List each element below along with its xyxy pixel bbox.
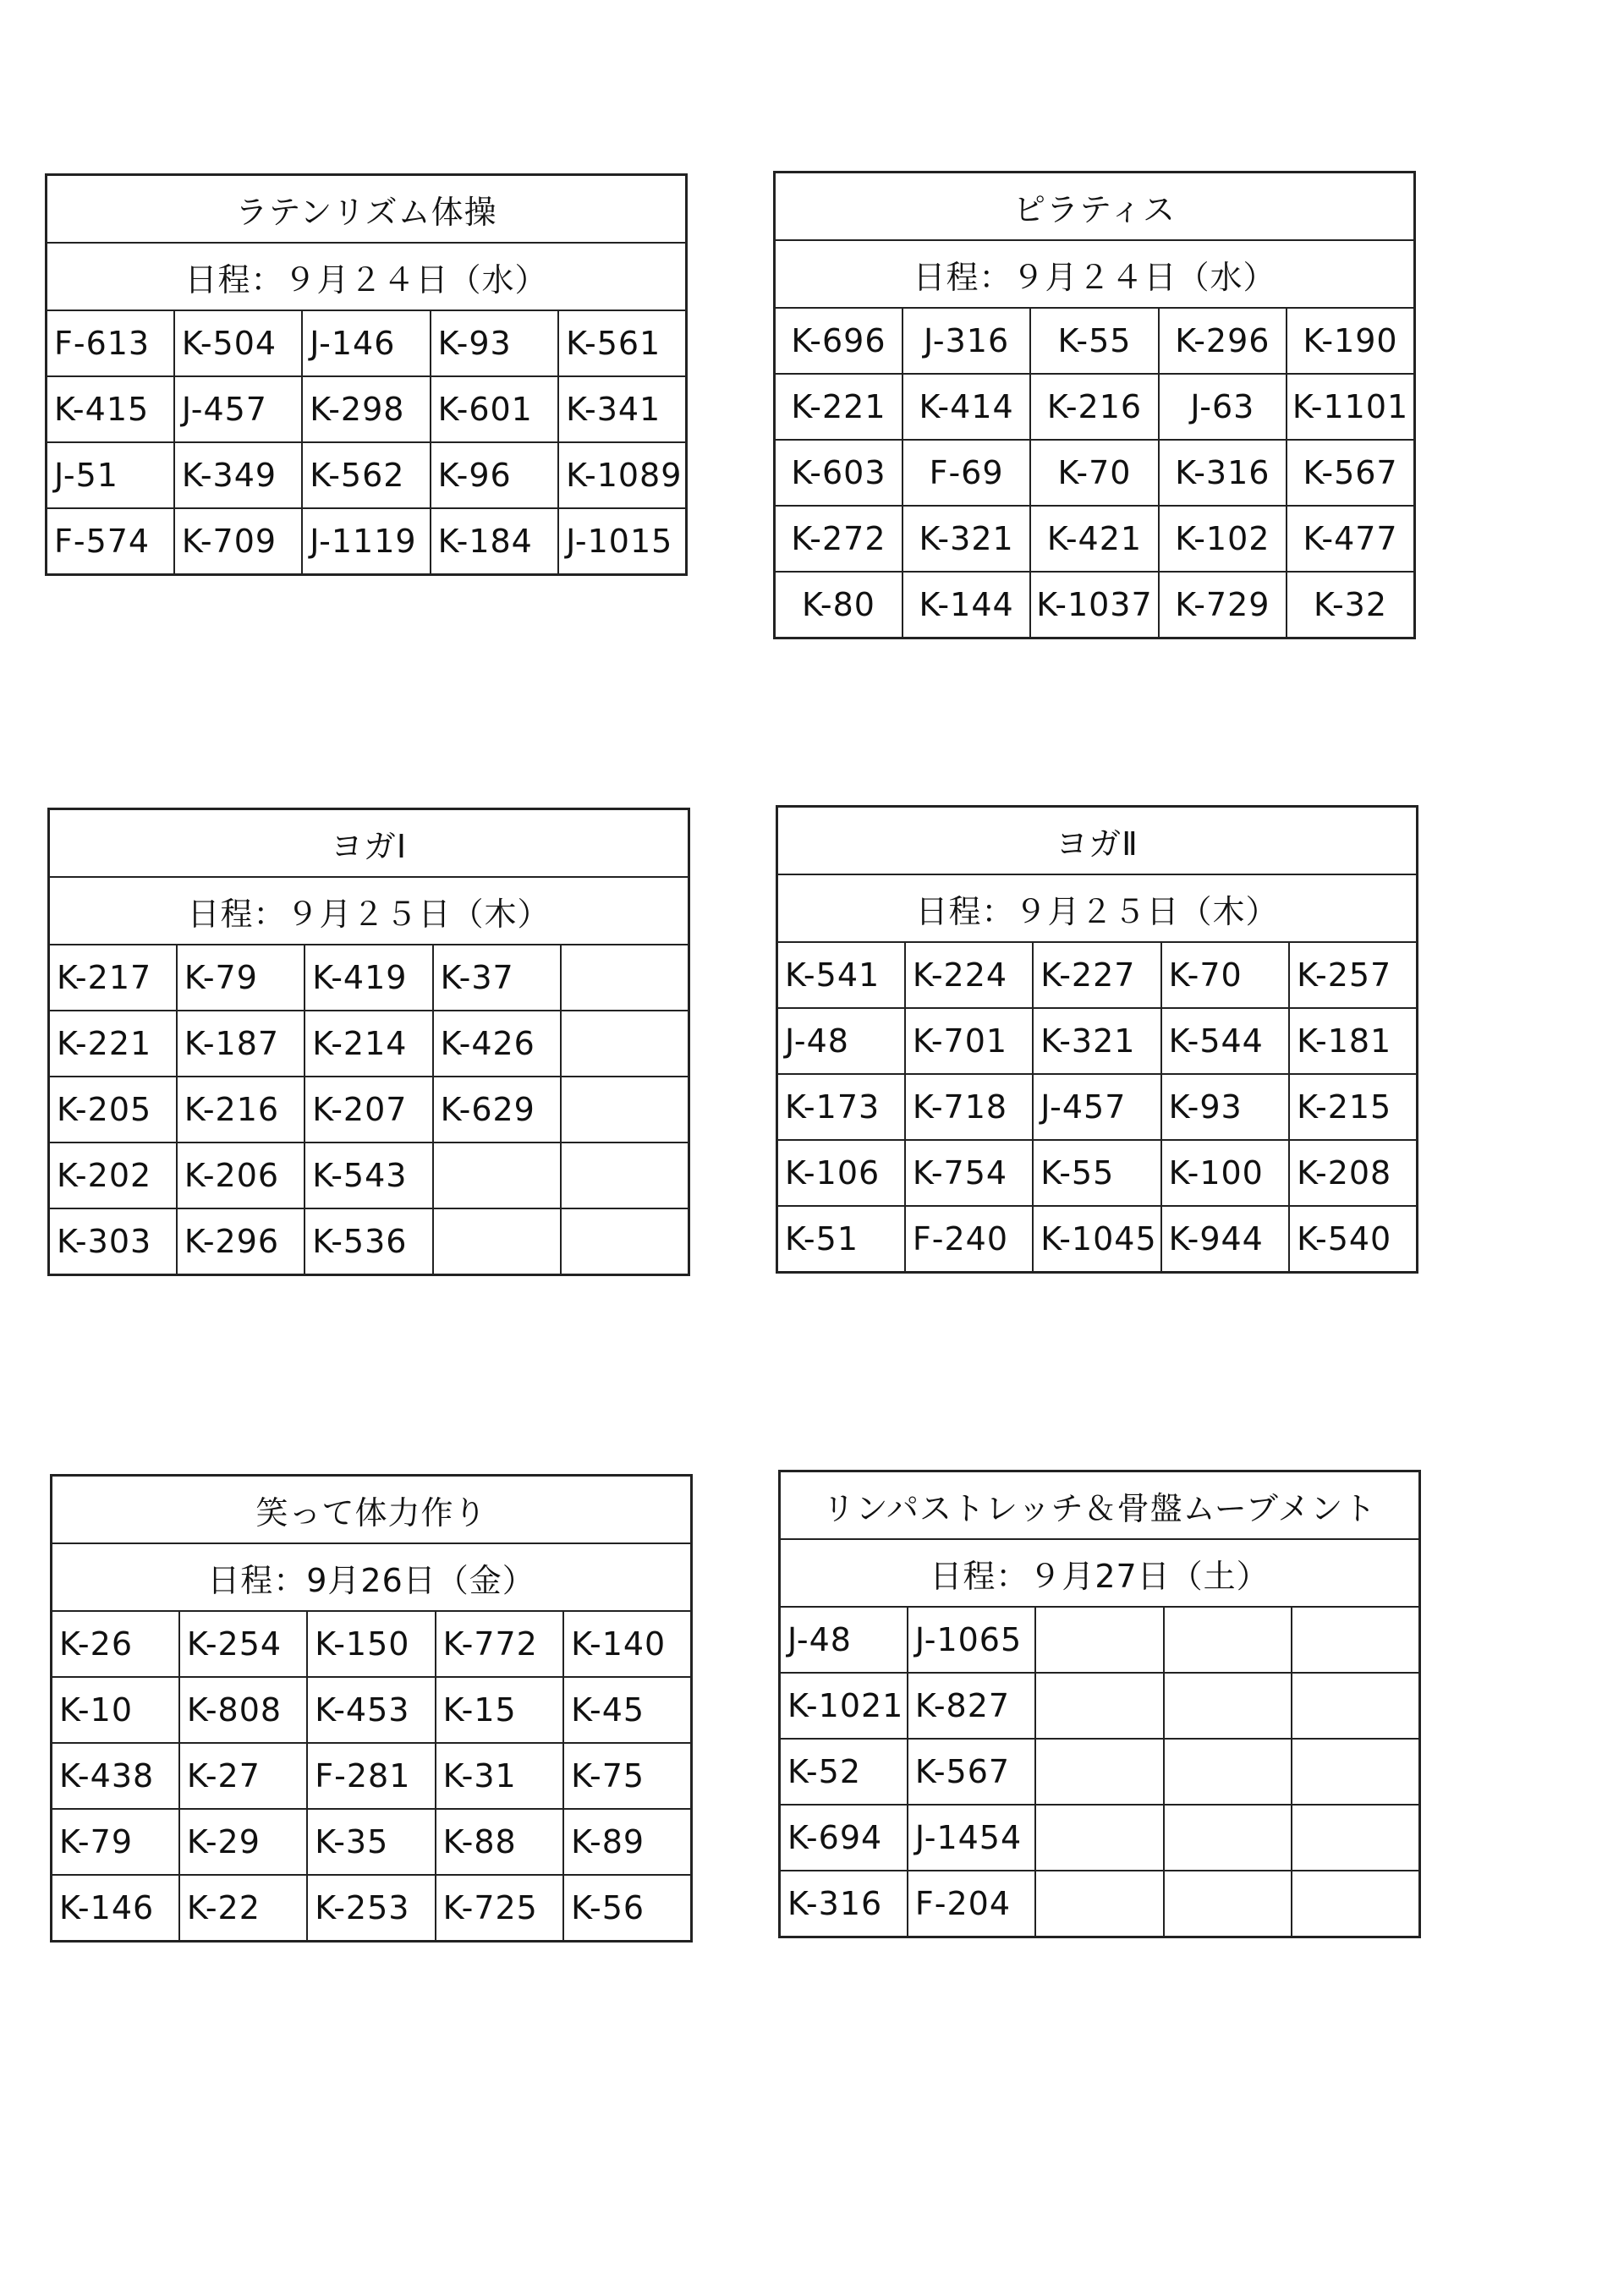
table-row <box>49 1011 689 1077</box>
participant-id-cell: K-696 <box>775 308 903 374</box>
participant-id-cell: K-80 <box>775 572 903 638</box>
participant-id-cell: K-31 <box>436 1743 563 1809</box>
participant-id-cell: K-321 <box>1033 1008 1160 1074</box>
participant-id-cell: K-709 <box>174 508 302 575</box>
participant-id-cell <box>561 1077 689 1143</box>
participant-id-cell: K-27 <box>179 1743 307 1809</box>
table-body <box>775 173 1415 638</box>
participant-id-cell <box>1035 1607 1163 1673</box>
participant-id-cell: F-613 <box>47 310 174 376</box>
table-body <box>47 175 687 575</box>
table-row <box>47 376 687 442</box>
table-date: 日程：９月２５日（木） <box>777 874 1418 942</box>
participant-id-cell: K-26 <box>52 1611 179 1677</box>
participant-id-cell: K-827 <box>908 1673 1035 1739</box>
participant-id-cell: K-79 <box>177 945 304 1011</box>
participant-id-cell: K-541 <box>777 942 905 1008</box>
participant-id-cell: K-544 <box>1161 1008 1289 1074</box>
participant-id-cell: K-214 <box>304 1011 432 1077</box>
participant-id-cell: J-48 <box>777 1008 905 1074</box>
table-row <box>52 1743 692 1809</box>
participant-id-cell: K-254 <box>179 1611 307 1677</box>
participant-id-cell: K-221 <box>49 1011 177 1077</box>
participant-id-cell <box>1292 1871 1419 1937</box>
participant-id-cell: K-303 <box>49 1208 177 1275</box>
participant-id-cell: K-173 <box>777 1074 905 1140</box>
table-row <box>52 1677 692 1743</box>
participant-id-cell: K-426 <box>433 1011 561 1077</box>
participant-id-cell <box>561 1143 689 1208</box>
participant-id-cell <box>1035 1739 1163 1805</box>
participant-id-cell: K-772 <box>436 1611 563 1677</box>
participant-id-cell <box>1292 1607 1419 1673</box>
participant-id-cell: K-316 <box>1159 440 1287 506</box>
participant-id-cell: K-140 <box>563 1611 691 1677</box>
participant-id-cell: K-221 <box>775 374 903 440</box>
participant-id-cell: K-217 <box>49 945 177 1011</box>
table-title: ラテンリズム体操 <box>47 175 687 244</box>
participant-id-cell: K-32 <box>1287 572 1414 638</box>
participant-id-cell: K-601 <box>431 376 558 442</box>
participant-id-cell <box>1292 1805 1419 1871</box>
table-row <box>780 1673 1420 1739</box>
participant-id-cell: K-341 <box>558 376 686 442</box>
participant-id-cell: J-1454 <box>908 1805 1035 1871</box>
participant-id-cell: K-1045 <box>1033 1206 1160 1273</box>
participant-id-cell: K-603 <box>775 440 903 506</box>
participant-id-cell <box>433 1143 561 1208</box>
participant-id-cell: K-146 <box>52 1875 179 1942</box>
participant-id-cell: K-701 <box>905 1008 1033 1074</box>
participant-id-cell: K-227 <box>1033 942 1160 1008</box>
participant-id-cell: K-562 <box>302 442 430 508</box>
table-row <box>780 1607 1420 1673</box>
participant-id-cell: K-184 <box>431 508 558 575</box>
participant-id-cell: K-540 <box>1289 1206 1417 1273</box>
schedule-table-pilates <box>773 171 1416 639</box>
participant-id-cell: K-144 <box>903 572 1030 638</box>
participant-id-cell: J-1119 <box>302 508 430 575</box>
participant-id-cell: K-504 <box>174 310 302 376</box>
participant-id-cell: K-944 <box>1161 1206 1289 1273</box>
participant-id-cell: K-70 <box>1161 942 1289 1008</box>
participant-id-cell: J-457 <box>174 376 302 442</box>
table-row <box>775 308 1415 374</box>
participant-id-cell: K-206 <box>177 1143 304 1208</box>
participant-id-cell: K-190 <box>1287 308 1414 374</box>
participant-id-cell: K-316 <box>780 1871 908 1937</box>
participant-id-cell: K-208 <box>1289 1140 1417 1206</box>
participant-id-cell: K-298 <box>302 376 430 442</box>
participant-id-cell: K-15 <box>436 1677 563 1743</box>
participant-id-cell <box>1164 1673 1292 1739</box>
table-row <box>777 1206 1418 1273</box>
participant-id-cell: K-89 <box>563 1809 691 1875</box>
participant-id-cell <box>1292 1673 1419 1739</box>
participant-id-cell: K-725 <box>436 1875 563 1942</box>
table-row <box>780 1805 1420 1871</box>
participant-id-cell: F-204 <box>908 1871 1035 1937</box>
table-title: リンパストレッチ＆骨盤ムーブメント <box>780 1471 1420 1540</box>
schedule-table-lymph-stretch <box>778 1470 1421 1938</box>
participant-id-cell: J-316 <box>903 308 1030 374</box>
participant-id-cell <box>1164 1739 1292 1805</box>
participant-id-cell: K-561 <box>558 310 686 376</box>
table-row <box>775 374 1415 440</box>
participant-id-cell <box>561 1208 689 1275</box>
table-date: 日程：９月２４日（水） <box>775 240 1415 308</box>
table-row <box>775 440 1415 506</box>
participant-id-cell: K-216 <box>177 1077 304 1143</box>
table-row <box>49 1077 689 1143</box>
table-row <box>777 1008 1418 1074</box>
participant-id-cell: K-694 <box>780 1805 908 1871</box>
table-row <box>777 1074 1418 1140</box>
table-row <box>49 1208 689 1275</box>
participant-id-cell: K-543 <box>304 1143 432 1208</box>
participant-id-cell: K-150 <box>307 1611 435 1677</box>
participant-id-cell: K-253 <box>307 1875 435 1942</box>
table-row <box>52 1809 692 1875</box>
participant-id-cell: K-52 <box>780 1739 908 1805</box>
table-body <box>52 1476 692 1942</box>
participant-id-cell: K-202 <box>49 1143 177 1208</box>
table-row <box>775 506 1415 572</box>
table-row <box>775 572 1415 638</box>
participant-id-cell: J-51 <box>47 442 174 508</box>
participant-id-cell: K-93 <box>1161 1074 1289 1140</box>
table-row <box>49 1143 689 1208</box>
participant-id-cell: K-1037 <box>1030 572 1158 638</box>
participant-id-cell: K-321 <box>903 506 1030 572</box>
participant-id-cell: J-48 <box>780 1607 908 1673</box>
participant-id-cell: J-1015 <box>558 508 686 575</box>
participant-id-cell <box>433 1208 561 1275</box>
table-row <box>47 310 687 376</box>
participant-id-cell: K-56 <box>563 1875 691 1942</box>
participant-id-cell: K-10 <box>52 1677 179 1743</box>
participant-id-cell: K-349 <box>174 442 302 508</box>
participant-id-cell: K-55 <box>1033 1140 1160 1206</box>
participant-id-cell: K-96 <box>431 442 558 508</box>
participant-id-cell <box>1035 1805 1163 1871</box>
participant-id-cell: K-207 <box>304 1077 432 1143</box>
table-row <box>52 1611 692 1677</box>
participant-id-cell: K-419 <box>304 945 432 1011</box>
participant-id-cell <box>1035 1871 1163 1937</box>
participant-id-cell: K-257 <box>1289 942 1417 1008</box>
participant-id-cell: K-187 <box>177 1011 304 1077</box>
participant-id-cell: K-729 <box>1159 572 1287 638</box>
participant-id-cell: F-240 <box>905 1206 1033 1273</box>
participant-id-cell: K-296 <box>1159 308 1287 374</box>
schedule-table-yoga-1 <box>47 808 690 1276</box>
participant-id-cell: K-567 <box>1287 440 1414 506</box>
table-row <box>47 508 687 575</box>
table-body <box>777 807 1418 1273</box>
participant-id-cell: K-296 <box>177 1208 304 1275</box>
participant-id-cell: K-37 <box>433 945 561 1011</box>
participant-id-cell <box>561 1011 689 1077</box>
participant-id-cell: J-457 <box>1033 1074 1160 1140</box>
participant-id-cell: K-567 <box>908 1739 1035 1805</box>
participant-id-cell: K-477 <box>1287 506 1414 572</box>
participant-id-cell: F-281 <box>307 1743 435 1809</box>
participant-id-cell: K-718 <box>905 1074 1033 1140</box>
participant-id-cell: K-51 <box>777 1206 905 1273</box>
table-title: ヨガⅡ <box>777 807 1418 875</box>
participant-id-cell: F-574 <box>47 508 174 575</box>
participant-id-cell: K-216 <box>1030 374 1158 440</box>
participant-id-cell <box>1164 1805 1292 1871</box>
participant-id-cell: K-414 <box>903 374 1030 440</box>
participant-id-cell: K-415 <box>47 376 174 442</box>
participant-id-cell: J-1065 <box>908 1607 1035 1673</box>
participant-id-cell: K-1089 <box>558 442 686 508</box>
participant-id-cell: K-102 <box>1159 506 1287 572</box>
participant-id-cell: K-1021 <box>780 1673 908 1739</box>
participant-id-cell <box>1164 1871 1292 1937</box>
participant-id-cell: K-45 <box>563 1677 691 1743</box>
participant-id-cell: K-205 <box>49 1077 177 1143</box>
table-date: 日程：9月26日（金） <box>52 1543 692 1611</box>
table-title: 笑って体力作り <box>52 1476 692 1544</box>
participant-id-cell: K-93 <box>431 310 558 376</box>
participant-id-cell: K-181 <box>1289 1008 1417 1074</box>
schedule-table-yoga-2 <box>776 805 1418 1274</box>
participant-id-cell: K-272 <box>775 506 903 572</box>
participant-id-cell: K-88 <box>436 1809 563 1875</box>
participant-id-cell <box>1164 1607 1292 1673</box>
table-row <box>47 442 687 508</box>
participant-id-cell: K-29 <box>179 1809 307 1875</box>
table-row <box>780 1739 1420 1805</box>
table-row <box>777 1140 1418 1206</box>
participant-id-cell: K-106 <box>777 1140 905 1206</box>
participant-id-cell <box>561 945 689 1011</box>
participant-id-cell: K-754 <box>905 1140 1033 1206</box>
participant-id-cell: K-79 <box>52 1809 179 1875</box>
table-row <box>49 945 689 1011</box>
participant-id-cell: F-69 <box>903 440 1030 506</box>
participant-id-cell: K-75 <box>563 1743 691 1809</box>
participant-id-cell: K-22 <box>179 1875 307 1942</box>
participant-id-cell: K-100 <box>1161 1140 1289 1206</box>
participant-id-cell: K-453 <box>307 1677 435 1743</box>
participant-id-cell <box>1292 1739 1419 1805</box>
table-date: 日程：９月２４日（水） <box>47 243 687 310</box>
table-date: 日程：９月２５日（木） <box>49 877 689 945</box>
participant-id-cell: K-1101 <box>1287 374 1414 440</box>
schedule-table-latin-rhythm <box>45 173 688 576</box>
participant-id-cell: J-63 <box>1159 374 1287 440</box>
participant-id-cell: K-421 <box>1030 506 1158 572</box>
participant-id-cell: K-70 <box>1030 440 1158 506</box>
participant-id-cell: K-438 <box>52 1743 179 1809</box>
participant-id-cell: K-808 <box>179 1677 307 1743</box>
participant-id-cell: K-35 <box>307 1809 435 1875</box>
table-row <box>52 1875 692 1942</box>
participant-id-cell: K-224 <box>905 942 1033 1008</box>
table-title: ピラティス <box>775 173 1415 241</box>
participant-id-cell: K-215 <box>1289 1074 1417 1140</box>
participant-id-cell: K-536 <box>304 1208 432 1275</box>
table-row <box>777 942 1418 1008</box>
table-body <box>780 1471 1420 1937</box>
table-row <box>780 1871 1420 1937</box>
participant-id-cell: J-146 <box>302 310 430 376</box>
participant-id-cell: K-55 <box>1030 308 1158 374</box>
table-date: 日程：９月27日（土） <box>780 1539 1420 1607</box>
participant-id-cell <box>1035 1673 1163 1739</box>
table-body <box>49 809 689 1275</box>
schedule-table-laugh-fitness <box>50 1474 693 1943</box>
participant-id-cell: K-629 <box>433 1077 561 1143</box>
table-title: ヨガⅠ <box>49 809 689 878</box>
